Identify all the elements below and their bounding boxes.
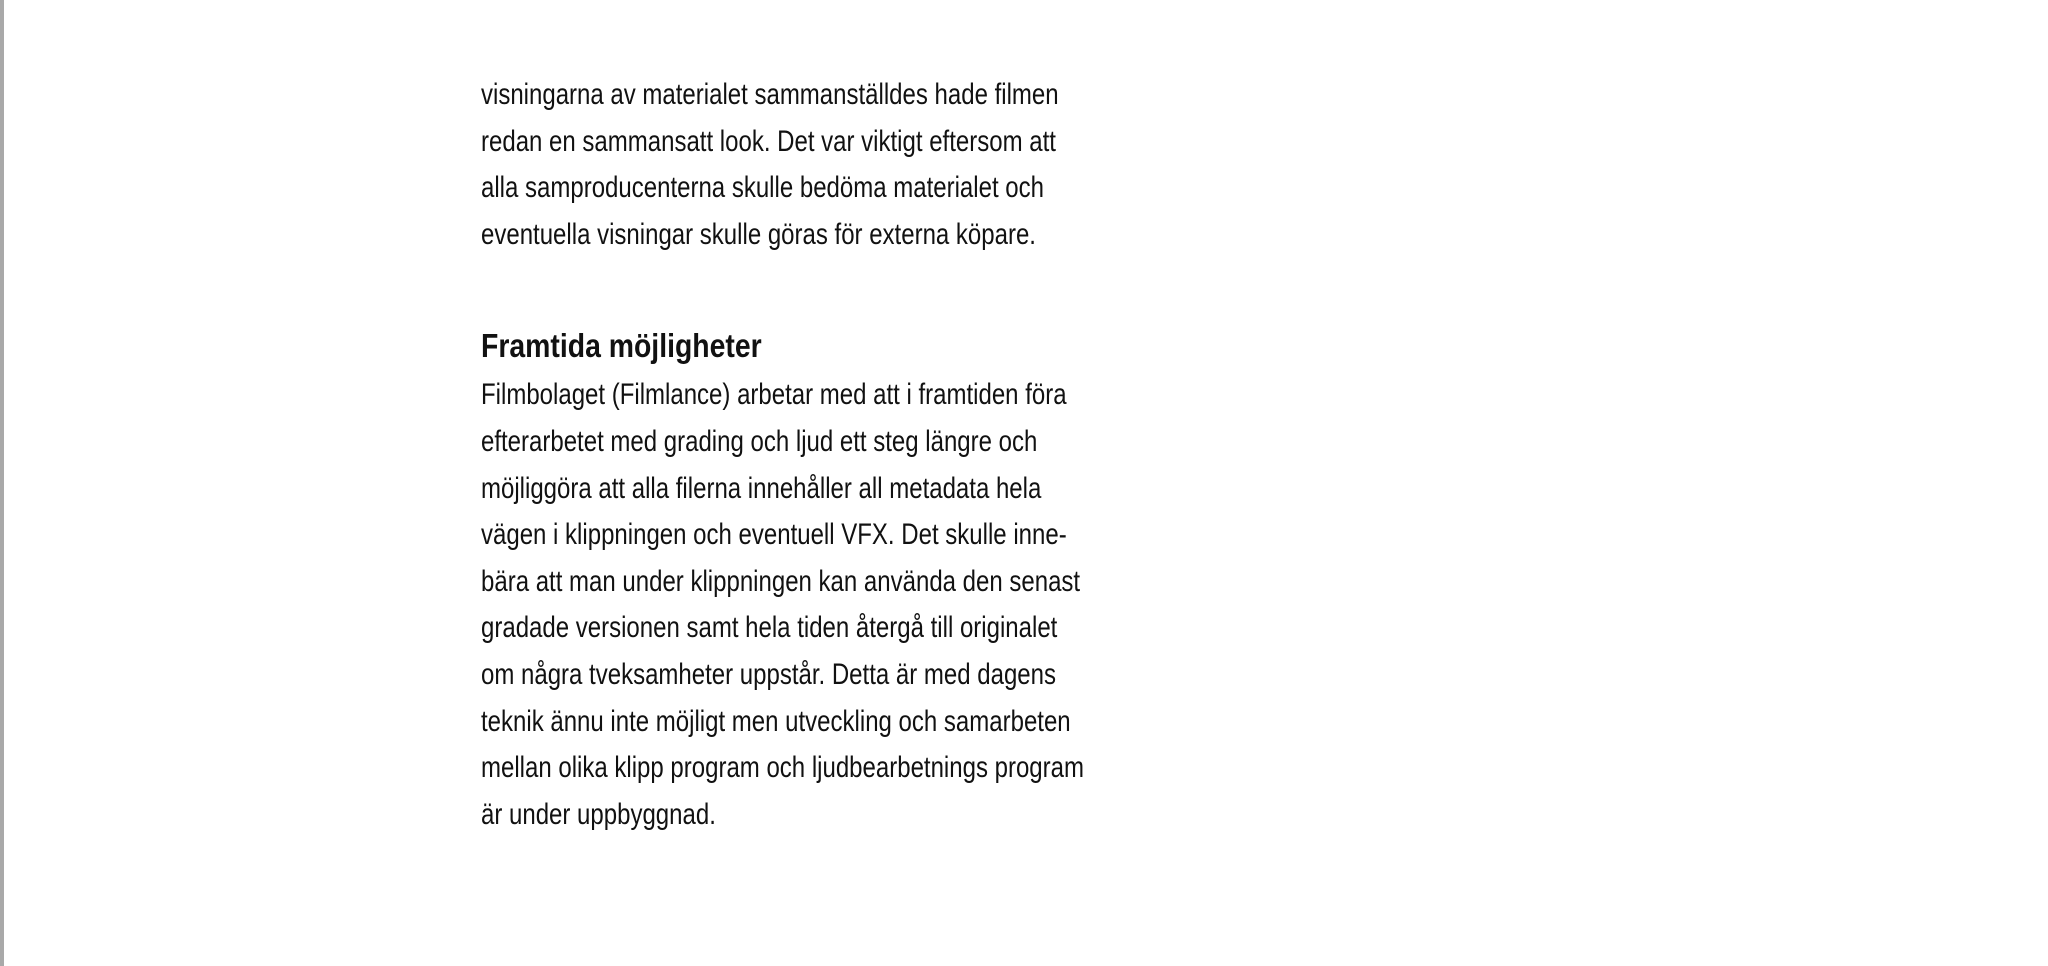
paragraph-line: redan en sammansatt look. Det var viktigt eftersom att [481,124,1056,158]
paragraph-line: om några tveksamheter uppstår. Detta är med dagens [481,657,1056,691]
paragraph-line: visningarna av materialet sammanställdes hade filmen [481,78,1059,111]
document-page [4,0,2048,966]
paragraph-line: efterarbetet med grading och ljud ett steg längre och [481,424,1038,458]
paragraph-line: teknik ännu inte möjligt men utveckling och samarbeten [481,704,1071,738]
paragraph-line: vägen i klippningen och eventuell VFX. Det skulle inne- [481,518,1067,552]
text-column [481,72,1181,838]
paragraph-line: mellan olika klipp program och ljudbearbetnings program [481,751,1084,785]
paragraph-line: eventuella visningar skulle göras för externa köpare. [481,217,1036,251]
paragraph-line: bära att man under klippningen kan använda den senast [481,564,1081,598]
section-paragraph [481,372,1181,838]
paragraph-line: alla samproducenterna skulle bedöma materialet och [481,171,1044,205]
continuation-paragraph [481,72,1181,258]
paragraph-line: gradade versionen samt hela tiden återgå till originalet [481,611,1058,645]
section-heading: Framtida möjligheter [481,327,762,365]
paragraph-line: är under uppbyggnad. [481,797,716,831]
paragraph-line: möjliggöra att alla filerna innehåller all metadata hela [481,471,1042,505]
paragraph-line: Filmbolaget (Filmlance) arbetar med att i framtiden föra [481,378,1067,412]
